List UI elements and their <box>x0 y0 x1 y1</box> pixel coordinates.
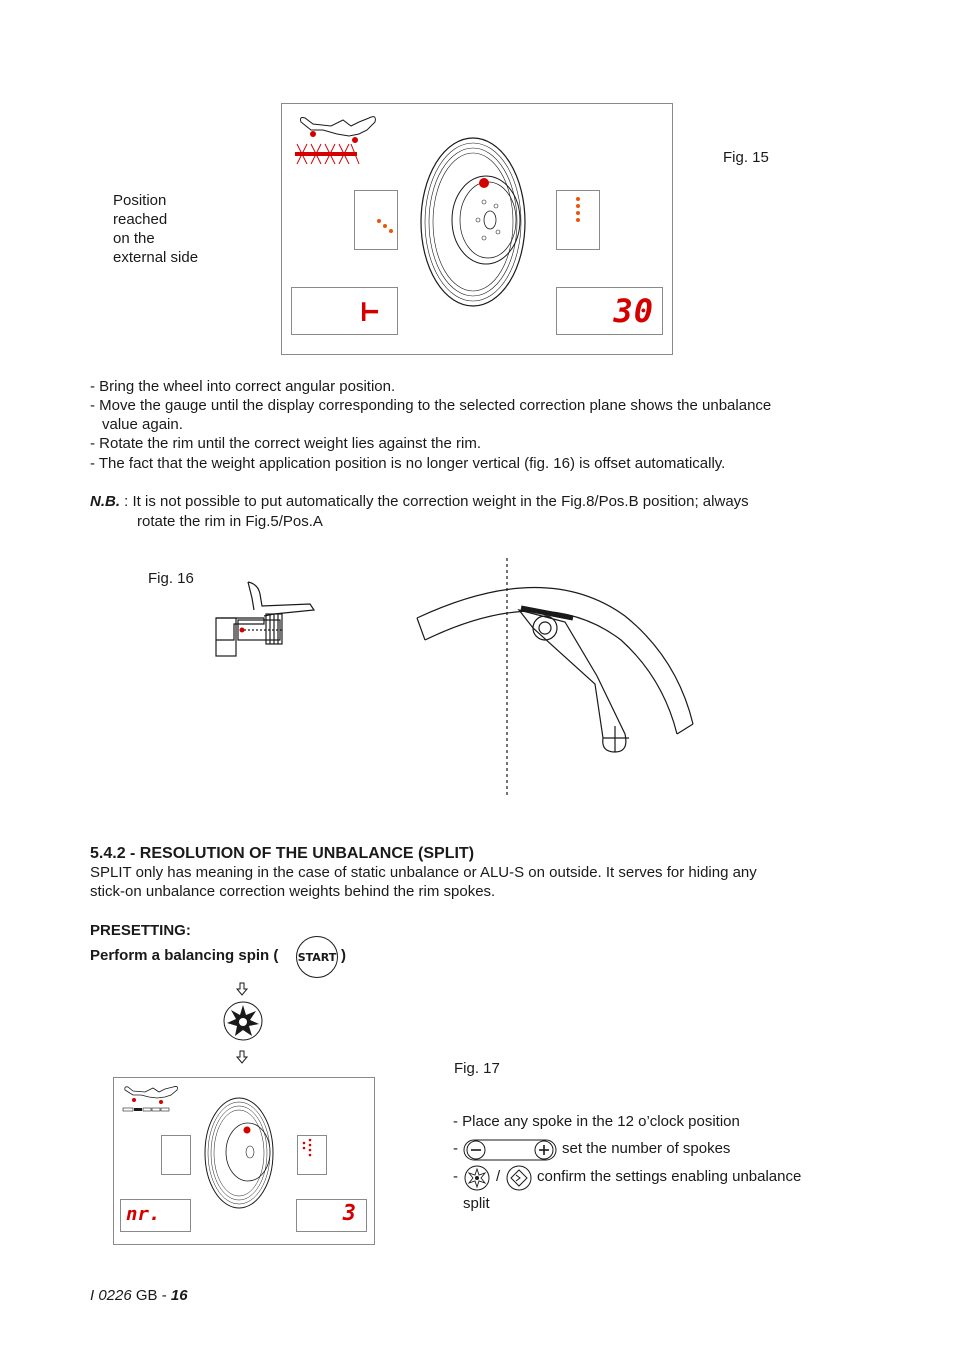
side-note-line: external side <box>113 249 199 266</box>
step-3: - Rotate the rim until the correct weight lies against the rim. <box>90 435 481 452</box>
fig17-left-display <box>120 1199 191 1232</box>
left-position-indicator <box>354 190 398 250</box>
gauge-head-drawing <box>214 580 318 660</box>
lang-code: GB <box>135 1287 158 1304</box>
doc-code: I 0226 <box>90 1287 132 1304</box>
fig17-left-display-value: nr. <box>126 1203 161 1225</box>
section-heading: 5.4.2 - RESOLUTION OF THE UNBALANCE (SPLIT) <box>90 845 475 862</box>
section-body-2: stick-on unbalance correction weights behind the rim spokes. <box>90 883 496 900</box>
right-position-indicator <box>556 190 600 250</box>
spin-suffix: ) <box>341 947 346 964</box>
minus-plus-keys-icon <box>463 1138 558 1162</box>
fig15-caption: Fig. 15 <box>723 149 769 166</box>
page-number: 16 <box>170 1287 188 1304</box>
side-note-line: on the <box>113 230 155 247</box>
fig15-side-note <box>113 191 198 267</box>
spin-instruction <box>90 946 278 965</box>
step-2-cont: value again. <box>102 416 183 433</box>
fig17-right-indicator <box>297 1135 327 1175</box>
right-value-display <box>556 287 663 335</box>
fig16-caption: Fig. 16 <box>148 570 194 587</box>
split-star-button-icon <box>222 1000 264 1042</box>
note-label: N.B. <box>90 493 120 510</box>
wheel-small-icon <box>203 1096 275 1210</box>
step-1: - Bring the wheel into correct angular position. <box>90 378 396 395</box>
fig17-right-display <box>296 1199 367 1232</box>
rim-arc-drawing <box>415 558 695 798</box>
gauge-arm-small-icon <box>121 1084 185 1116</box>
left-display-value: ⊢ <box>360 294 379 329</box>
fig17-instruction-3-sep: / <box>496 1168 501 1185</box>
fig17-instruction-1: - Place any spoke in the 12 o’clock position <box>453 1113 740 1130</box>
right-display-value: 30 <box>613 292 654 330</box>
fig17-instruction-3b: split <box>463 1195 490 1212</box>
footer-dash: - <box>161 1287 167 1304</box>
fig17-instruction-3: confirm the settings enabling unbalance <box>537 1168 802 1185</box>
left-value-display <box>291 287 398 335</box>
side-note-line: reached <box>113 211 168 228</box>
wheel-icon <box>418 136 528 308</box>
fig17-instruction-2: set the number of spokes <box>562 1140 731 1157</box>
note-line-1 <box>90 492 749 511</box>
down-arrow-icon <box>236 1050 248 1064</box>
note-text: : It is not possible to put automatically the correction weight in the Fig.8/Pos.B position; always <box>124 493 749 510</box>
spin-prefix: Perform a balancing spin ( <box>90 947 279 964</box>
start-button-icon <box>296 936 338 978</box>
split-key-icon <box>463 1164 491 1192</box>
fig17-right-display-value: 3 <box>342 1201 356 1226</box>
down-arrow-icon <box>236 982 248 996</box>
fig17-caption: Fig. 17 <box>454 1060 500 1077</box>
gauge-arm-icon <box>293 112 388 170</box>
page-footer <box>90 1286 188 1305</box>
step-2: - Move the gauge until the display corresponding to the selected correction plane shows the unbalance <box>90 397 772 414</box>
fig17-instruction-2-dash: - <box>453 1140 458 1157</box>
presetting-label: PRESETTING: <box>90 922 191 939</box>
confirm-key-icon <box>505 1164 533 1192</box>
side-note-line: Position <box>113 192 167 209</box>
fig17-left-indicator <box>161 1135 191 1175</box>
note-line-2: rotate the rim in Fig.5/Pos.A <box>137 513 323 530</box>
fig17-instruction-3-dash: - <box>453 1168 458 1185</box>
step-4: - The fact that the weight application position is no longer vertical (fig. 16) is offset automatically. <box>90 455 726 472</box>
start-label: START <box>297 950 337 964</box>
section-body-1: SPLIT only has meaning in the case of static unbalance or ALU-S on outside. It serves for hiding any <box>90 864 757 881</box>
